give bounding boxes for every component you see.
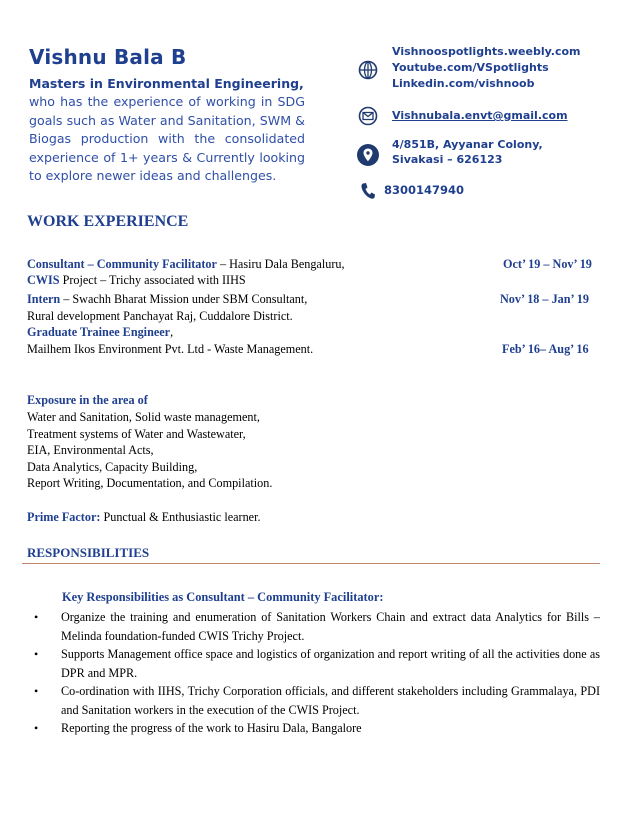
bullet-marker: • [34, 647, 39, 661]
exposure-item: Report Writing, Documentation, and Compilation. [27, 476, 273, 490]
work-experience-heading: WORK EXPERIENCE [27, 213, 189, 230]
bullet-marker: • [34, 610, 39, 624]
bullet-text: Reporting the progress of the work to Hasiru Dala, Bangalore [61, 721, 362, 735]
exposure-item: Water and Sanitation, Solid waste management, [27, 410, 260, 424]
website-link[interactable]: Vishnoospotlights.weebly.com [392, 45, 581, 58]
prime-factor-label: Prime Factor: [27, 510, 101, 524]
phone-icon [360, 182, 376, 200]
list-item [34, 682, 600, 719]
bullet-text: Supports Management office space and logistics of organization and report writing of all the activities done as DPR and MPR. [61, 647, 600, 680]
job3-org: Mailhem Ikos Environment Pvt. Ltd - Waste Management. [27, 342, 314, 356]
bullet-text: Co-ordination with IIHS, Trichy Corporation officials, and different stakeholders including Grammalaya, PDI and Sanitation workers in the execution of the CWIS Project. [61, 684, 600, 717]
section-divider [22, 563, 600, 564]
job1-title-line [27, 257, 345, 272]
list-item [34, 608, 600, 645]
job1-project-tag: CWIS [27, 273, 60, 287]
job2-date: Nov’ 18 – Jan’ 19 [500, 292, 589, 306]
globe-icon [358, 60, 378, 80]
exposure-item: Data Analytics, Capacity Building, [27, 460, 198, 474]
responsibilities-list [34, 608, 600, 738]
job2-role: Intern [27, 292, 61, 306]
phone-number[interactable]: 8300147940 [384, 183, 465, 197]
candidate-name: Vishnu Bala B [29, 45, 187, 69]
exposure-item: Treatment systems of Water and Wastewater, [27, 427, 246, 441]
bullet-marker: • [34, 684, 39, 698]
job1-role: Consultant – Community Facilitator [27, 257, 217, 271]
job3-title-line [27, 325, 173, 340]
bullet-marker: • [34, 721, 39, 735]
job3-comma: , [170, 325, 174, 339]
job1-project-line [27, 273, 246, 288]
bullet-text: Organize the training and enumeration of Sanitation Workers Chain and extract data Analytics for Bills – Melinda foundation-funded CWIS Trichy Project. [61, 610, 600, 643]
envelope-icon [358, 106, 378, 126]
address-line2: Sivakasi – 626123 [392, 153, 503, 166]
list-item [34, 645, 600, 682]
prime-factor-line [27, 510, 261, 525]
job2-detail: Rural development Panchayat Raj, Cuddalore District. [27, 309, 293, 323]
key-responsibilities-heading: Key Responsibilities as Consultant – Community Facilitator: [62, 590, 384, 604]
degree-title: Masters in Environmental Engineering, [29, 76, 304, 91]
responsibilities-heading: RESPONSIBILITIES [27, 545, 150, 560]
address-line1: 4/851B, Ayyanar Colony, [392, 138, 543, 151]
job1-project-text: Project – Trichy associated with IIHS [59, 273, 246, 287]
job1-org: – Hasiru Dala Bengaluru, [216, 257, 345, 271]
email-link[interactable]: Vishnubala.envt@gmail.com [392, 109, 568, 122]
list-item [34, 719, 600, 738]
youtube-link[interactable]: Youtube.com/VSpotlights [392, 61, 549, 74]
exposure-heading: Exposure in the area of [27, 393, 148, 407]
linkedin-link[interactable]: Linkedin.com/vishnoob [392, 77, 535, 90]
exposure-item: EIA, Environmental Acts, [27, 443, 154, 457]
job3-date: Feb’ 16– Aug’ 16 [502, 342, 589, 356]
job2-org: – Swachh Bharat Mission under SBM Consultant, [60, 292, 308, 306]
job1-date: Oct’ 19 – Nov’ 19 [503, 257, 592, 271]
profile-summary: who has the experience of working in SDG goals such as Water and Sanitation, SWM & Biogas production with the consolidated experience of 1+ years & Currently looking to explore newer ideas and challenges. [29, 94, 305, 184]
job3-role: Graduate Trainee Engineer [27, 325, 171, 339]
prime-factor-value: Punctual & Enthusiastic learner. [100, 510, 261, 524]
location-pin-icon [356, 143, 380, 167]
job2-title-line [27, 292, 307, 307]
